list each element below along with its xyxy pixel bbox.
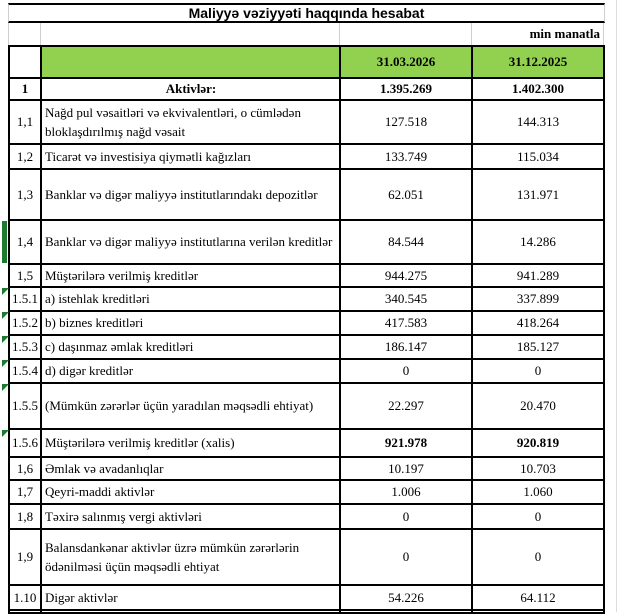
value-cell-31-12-2025[interactable]: 418.264 bbox=[473, 312, 605, 334]
error-indicator-icon bbox=[2, 384, 9, 391]
value-cell-31-03-2026[interactable]: 186.147 bbox=[341, 336, 473, 358]
row-number-cell[interactable]: 1,9 bbox=[10, 530, 42, 584]
value-cell-31-03-2026[interactable]: 0 bbox=[341, 530, 473, 584]
report-title-cell[interactable] bbox=[8, 3, 605, 23]
row-number-cell[interactable]: 1.5.1 bbox=[10, 288, 42, 310]
row-number-cell[interactable]: 1,8 bbox=[10, 505, 42, 528]
row-label-cell[interactable]: a) istehlak kreditləri bbox=[42, 288, 341, 310]
table-row bbox=[10, 481, 605, 505]
value-cell-31-03-2026[interactable]: 133.749 bbox=[341, 145, 473, 168]
report-title: Maliyyə vəziyyəti haqqında hesabat bbox=[188, 5, 425, 21]
row-label-cell[interactable]: Banklar və digər maliyyə institutlarına verilən kreditlər bbox=[42, 221, 341, 263]
table-row bbox=[10, 170, 605, 221]
value-cell-31-03-2026[interactable]: 84.544 bbox=[341, 221, 473, 263]
unit-note-row bbox=[8, 23, 605, 45]
header-label-cell[interactable] bbox=[42, 47, 341, 77]
table-row bbox=[10, 530, 605, 586]
table-row bbox=[10, 221, 605, 265]
header-date2-cell[interactable]: 31.12.2025 bbox=[473, 47, 605, 77]
table-row bbox=[10, 288, 605, 312]
header-date1-cell[interactable]: 31.03.2026 bbox=[341, 47, 473, 77]
row-number-cell[interactable]: 1.5.2 bbox=[10, 312, 42, 334]
value-cell-31-03-2026[interactable]: 22.297 bbox=[341, 384, 473, 428]
table-row bbox=[10, 384, 605, 430]
value-cell-31-12-2025[interactable]: 185.127 bbox=[473, 336, 605, 358]
value-cell-31-12-2025[interactable]: 64.112 bbox=[473, 586, 605, 609]
error-indicator-icon bbox=[2, 430, 9, 437]
value-cell-31-12-2025[interactable]: 14.286 bbox=[473, 221, 605, 263]
row-number-cell[interactable]: 1,4 bbox=[10, 221, 42, 263]
report-sheet bbox=[8, 3, 605, 614]
row-number-cell[interactable]: 1.5.5 bbox=[10, 384, 42, 428]
row-label-cell[interactable]: Təxirə salınmış vergi aktivləri bbox=[42, 505, 341, 528]
table-row bbox=[10, 336, 605, 360]
value-cell-31-12-2025[interactable]: 1.402.300 bbox=[473, 79, 605, 99]
row-marker-bar bbox=[2, 221, 7, 263]
row-number-cell[interactable]: 1.5.3 bbox=[10, 336, 42, 358]
table-row bbox=[10, 312, 605, 336]
row-number-cell[interactable]: 1,3 bbox=[10, 170, 42, 219]
value-cell-31-12-2025[interactable]: 144.313 bbox=[473, 101, 605, 143]
value-cell-31-12-2025[interactable]: 20.470 bbox=[473, 384, 605, 428]
error-indicator-icon bbox=[2, 336, 9, 343]
row-number-cell[interactable]: 1,2 bbox=[10, 145, 42, 168]
value-cell-31-12-2025[interactable]: 941.289 bbox=[473, 265, 605, 286]
row-label-cell[interactable]: Ticarət və investisiya qiymətli kağızları bbox=[42, 145, 341, 168]
value-cell-31-03-2026[interactable]: 417.583 bbox=[341, 312, 473, 334]
error-indicator-icon bbox=[2, 312, 9, 319]
table-row bbox=[10, 79, 605, 101]
table-row bbox=[10, 145, 605, 170]
row-number-cell[interactable]: 1,7 bbox=[10, 481, 42, 503]
table-header-row bbox=[10, 47, 605, 79]
row-label-cell[interactable]: Balansdankənar aktivlər üzrə mümkün zərərlərin ödənilməsi üçün məqsədli ehtiyat bbox=[42, 530, 341, 584]
value-cell-31-03-2026[interactable]: 62.051 bbox=[341, 170, 473, 219]
table-row bbox=[10, 360, 605, 384]
empty-cell[interactable] bbox=[9, 23, 41, 45]
row-label-cell[interactable]: c) daşınmaz əmlak kreditləri bbox=[42, 336, 341, 358]
value-cell-31-12-2025[interactable]: 115.034 bbox=[473, 145, 605, 168]
value-cell-31-12-2025[interactable]: 0 bbox=[473, 360, 605, 382]
financial-table bbox=[8, 45, 605, 614]
value-cell-31-03-2026[interactable]: 921.978 bbox=[341, 430, 473, 456]
value-cell-31-12-2025[interactable]: 920.819 bbox=[473, 430, 605, 456]
value-cell-31-03-2026[interactable]: 944.275 bbox=[341, 265, 473, 286]
value-cell-31-12-2025[interactable]: 0 bbox=[473, 505, 605, 528]
value-cell-31-03-2026[interactable]: 340.545 bbox=[341, 288, 473, 310]
table-row bbox=[10, 458, 605, 481]
row-label-cell[interactable]: b) biznes kreditləri bbox=[42, 312, 341, 334]
value-cell-31-03-2026[interactable]: 1.395.269 bbox=[341, 79, 473, 99]
value-cell-31-03-2026[interactable]: 54.226 bbox=[341, 586, 473, 609]
table-row bbox=[10, 430, 605, 458]
table-body bbox=[10, 79, 605, 611]
value-cell-31-03-2026[interactable]: 127.518 bbox=[341, 101, 473, 143]
header-number-cell[interactable] bbox=[10, 47, 42, 77]
unit-note-cell[interactable] bbox=[472, 23, 604, 45]
row-label-cell[interactable]: Müştərilərə verilmiş kreditlər (xalis) bbox=[42, 430, 341, 456]
value-cell-31-03-2026[interactable]: 0 bbox=[341, 360, 473, 382]
empty-cell[interactable] bbox=[340, 23, 472, 45]
value-cell-31-03-2026[interactable]: 0 bbox=[341, 505, 473, 528]
table-row bbox=[10, 101, 605, 145]
value-cell-31-12-2025[interactable]: 337.899 bbox=[473, 288, 605, 310]
row-label-cell[interactable]: Digər aktivlər bbox=[42, 586, 341, 609]
value-cell-31-12-2025[interactable]: 131.971 bbox=[473, 170, 605, 219]
row-number-cell[interactable]: 1.10 bbox=[10, 586, 42, 609]
row-label-cell[interactable]: Aktivlər: bbox=[42, 79, 341, 99]
error-indicator-icon bbox=[2, 360, 9, 367]
table-row bbox=[10, 265, 605, 288]
row-number-cell[interactable]: 1,6 bbox=[10, 458, 42, 479]
value-cell-31-03-2026[interactable]: 1.006 bbox=[341, 481, 473, 503]
error-indicator-icon bbox=[2, 288, 9, 295]
row-label-cell[interactable]: Banklar və digər maliyyə institutlarındakı depozitlər bbox=[42, 170, 341, 219]
row-number-cell[interactable]: 1 bbox=[10, 79, 42, 99]
row-number-cell[interactable]: 1.5.6 bbox=[10, 430, 42, 456]
table-row bbox=[10, 586, 605, 611]
value-cell-31-12-2025[interactable]: 10.703 bbox=[473, 458, 605, 479]
row-label-cell[interactable]: d) digər kreditlər bbox=[42, 360, 341, 382]
table-row bbox=[10, 505, 605, 530]
row-label-cell[interactable]: Nağd pul vəsaitləri və ekvivalentləri, o cümlədən bloklaşdırılmış nağd vəsait bbox=[42, 101, 341, 143]
unit-note: min manatla bbox=[529, 26, 600, 41]
value-cell-31-12-2025[interactable]: 1.060 bbox=[473, 481, 605, 503]
row-number-cell[interactable]: 1,5 bbox=[10, 265, 42, 286]
row-label-cell[interactable]: Müştərilərə verilmiş kreditlər bbox=[42, 265, 341, 286]
value-cell-31-03-2026[interactable]: 10.197 bbox=[341, 458, 473, 479]
value-cell-31-12-2025[interactable]: 0 bbox=[473, 530, 605, 584]
row-number-cell[interactable]: 1,1 bbox=[10, 101, 42, 143]
row-label-cell[interactable]: Əmlak və avadanlıqlar bbox=[42, 458, 341, 479]
empty-cell[interactable] bbox=[41, 23, 340, 45]
row-number-cell[interactable]: 1.5.4 bbox=[10, 360, 42, 382]
row-label-cell[interactable]: Qeyri-maddi aktivlər bbox=[42, 481, 341, 503]
row-label-cell[interactable]: (Mümkün zərərlər üçün yaradılan məqsədli ehtiyat) bbox=[42, 384, 341, 428]
